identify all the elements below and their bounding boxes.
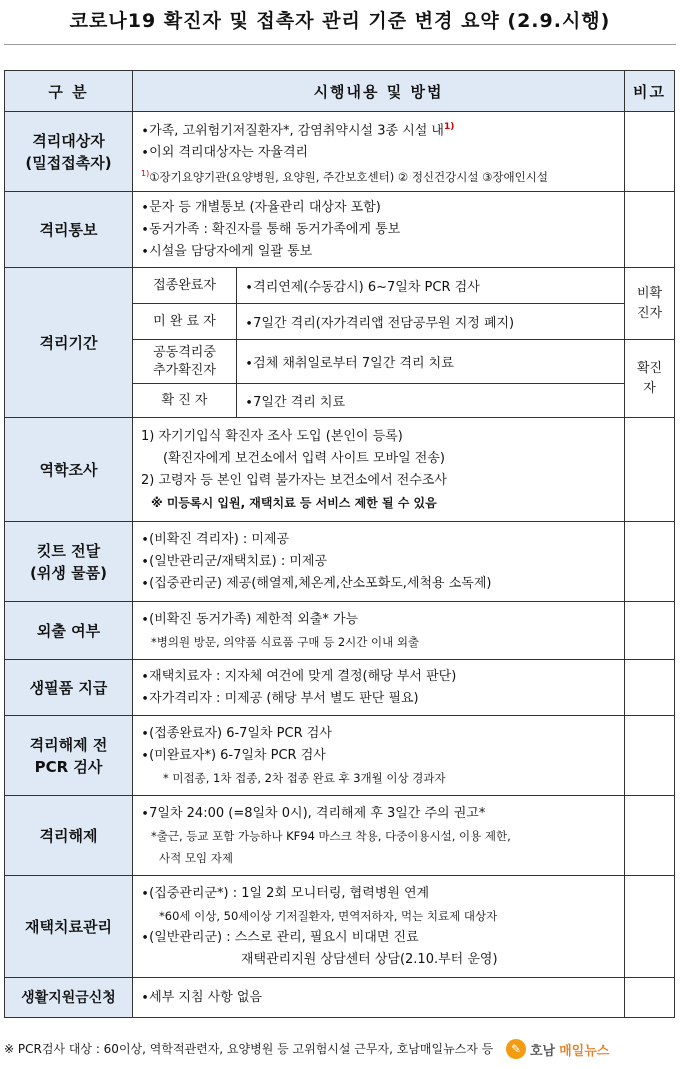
row-note	[625, 796, 675, 876]
content-line: *60세 이상, 50세이상 기저질환자, 면역저하자, 먹는 치료제 대상자	[159, 908, 498, 923]
row-label	[5, 112, 133, 192]
row-content	[133, 660, 625, 716]
content-line: ∙동거가족 : 확진자를 통해 동거가족에게 통보	[141, 221, 401, 237]
row-note	[625, 978, 675, 1018]
row-content	[133, 716, 625, 796]
footnote-line: $^{1)}$①장기요양기관(요양병원, 요양원, 주간보호센터) ② 정신건강시설 ③장애인시설	[141, 169, 548, 185]
content-line: 재택관리지원 상담센터 상담(2.10.부터 운영)	[241, 951, 498, 967]
row-living-support	[5, 978, 675, 1018]
summary-table	[4, 70, 675, 1018]
row-content	[133, 522, 625, 602]
row-label-line: 격리대상자	[32, 131, 105, 150]
subrow-value: ∙7일간 격리(자가격리앱 전담공무원 지정 폐지)	[237, 304, 625, 340]
row-note	[625, 876, 675, 978]
hn-logo-icon: ✎	[506, 1039, 526, 1059]
row-pcr-before-release	[5, 716, 675, 796]
header-row	[5, 71, 675, 112]
title-divider	[4, 44, 676, 45]
content-line: ∙이외 격리대상자는 자율격리	[141, 145, 309, 161]
content-line: ∙(집중관리군) 제공(해열제,체온계,산소포화도,세척용 소독제)	[141, 575, 492, 591]
content-line: ∙자가격리자 : 미제공 (해당 부서 별도 판단 필요)	[141, 690, 419, 706]
subrow-label-line: 추가확진자	[153, 362, 216, 378]
subrow-value: ∙7일간 격리 치료	[237, 384, 625, 418]
row-isolation-target	[5, 112, 675, 192]
row-note	[625, 268, 675, 340]
row-home-treatment	[5, 876, 675, 978]
subrow-value: ∙검체 채취일로부터 7일간 격리 치료	[237, 340, 625, 384]
row-release	[5, 796, 675, 876]
page-title: 코로나19 확진자 및 접촉자 관리 기준 변경 요약 (2.9.시행)	[69, 10, 611, 32]
note-unconfirmed: 비확진자	[636, 285, 663, 321]
footer-note: ※ PCR검사 대상 : 60이상, 역학적관련자, 요양병원 등 고위험시설 근무자, 호남매일뉴스자 등	[4, 1042, 494, 1056]
content-line: (확진자에게 보건소에서 입력 사이트 모바일 전송)	[163, 450, 445, 466]
row-content	[133, 796, 625, 876]
row-content	[133, 192, 625, 268]
content-line: ∙가족, 고위험기저질환자*, 감염취약시설 3종 시설 내$^{1)}$	[141, 122, 455, 139]
subrow-label: 접종완료자	[133, 268, 237, 304]
note-confirmed: 확진자	[636, 360, 663, 396]
subrow-label: 확 진 자	[133, 384, 237, 418]
logo-text-part2: 매일뉴스	[559, 1043, 610, 1059]
content-line: ∙세부 지침 사항 없음	[141, 989, 262, 1005]
content-line: ∙(일반관리군/재택치료) : 미제공	[141, 553, 328, 569]
row-label-line: (밀접접촉자)	[25, 153, 112, 172]
publisher-logo	[506, 1035, 676, 1063]
row-label: 격리통보	[5, 192, 133, 268]
content-line: 2) 고령자 등 본인 입력 불가자는 보건소에서 전수조사	[141, 472, 447, 488]
row-label: 생필품 지급	[5, 660, 133, 716]
subrow-label-line: 공동격리중	[153, 344, 216, 360]
row-content	[133, 978, 625, 1018]
content-line: ∙시설을 담당자에게 일괄 통보	[141, 243, 313, 259]
content-line: ∙7일차 24:00 (=8일차 0시), 격리해제 후 3일간 주의 권고*	[141, 805, 486, 821]
warning-line: ※ 미등록시 입원, 재택치료 등 서비스 제한 될 수 있음	[151, 495, 437, 510]
content-line: ∙(일반관리군) : 스스로 관리, 필요시 비대면 진료	[141, 929, 419, 945]
row-label-line: 킷트 전달	[36, 541, 101, 560]
row-content	[133, 112, 625, 192]
content-line: ∙(비확진 동거가족) 제한적 외출* 가능	[141, 611, 359, 627]
row-kit	[5, 522, 675, 602]
row-label: 역학조사	[5, 418, 133, 522]
row-content	[133, 602, 625, 660]
row-note	[625, 112, 675, 192]
content-line: ∙재택치료자 : 지자체 여건에 맞게 결정(해당 부서 판단)	[141, 668, 457, 684]
content-line: ∙(비확진 격리자) : 미제공	[141, 531, 290, 547]
row-label-line: (위생 물품)	[30, 563, 107, 582]
row-label: 격리해제	[5, 796, 133, 876]
row-label-line: 격리해제 전	[29, 735, 108, 754]
row-note	[625, 660, 675, 716]
content-line: *출근, 등교 포함 가능하나 KF94 마스크 착용, 다중이용시설, 이용 제한,	[151, 828, 511, 843]
content-line: ∙(미완료자*) 6-7일차 PCR 검사	[141, 747, 326, 763]
row-label	[5, 522, 133, 602]
row-label: 생활지원금신청	[5, 978, 133, 1018]
row-outing	[5, 602, 675, 660]
logo-text-part1: 호남	[530, 1043, 556, 1059]
row-label: 외출 여부	[5, 602, 133, 660]
row-label: 재택치료관리	[5, 876, 133, 978]
row-content	[133, 418, 625, 522]
row-note	[625, 602, 675, 660]
content-line: ∙문자 등 개별통보 (자율관리 대상자 포함)	[141, 199, 381, 215]
content-line: *병의원 방문, 의약품 식료품 구매 등 2시간 이내 외출	[151, 634, 420, 649]
row-isolation-notice	[5, 192, 675, 268]
subrow-value: ∙격리연제(수동감시) 6~7일차 PCR 검사	[237, 268, 625, 304]
row-content	[133, 876, 625, 978]
header-note: 비고	[625, 71, 675, 112]
subrow-label	[133, 340, 237, 384]
content-line: ∙(집중관리군*) : 1일 2회 모니터링, 협력병원 연계	[141, 885, 430, 901]
row-label: 격리기간	[5, 268, 133, 418]
row-note	[625, 522, 675, 602]
content-line: * 미접종, 1차 접종, 2차 접종 완료 후 3개월 이상 경과자	[163, 770, 446, 785]
row-epidemiology	[5, 418, 675, 522]
content-line: 사적 모임 자제	[159, 850, 233, 865]
row-isolation-period	[5, 268, 675, 304]
row-label-line: PCR 검사	[34, 757, 103, 776]
subrow-label: 미 완 료 자	[133, 304, 237, 340]
row-supplies	[5, 660, 675, 716]
header-content: 시행내용 및 방법	[133, 71, 625, 112]
header-category: 구 분	[5, 71, 133, 112]
row-note	[625, 418, 675, 522]
row-note	[625, 192, 675, 268]
row-label	[5, 716, 133, 796]
content-line: ∙(접종완료자) 6-7일차 PCR 검사	[141, 725, 332, 741]
content-line: 1) 자기기입식 확진자 조사 도입 (본인이 등록)	[141, 428, 403, 444]
row-note	[625, 340, 675, 418]
row-note	[625, 716, 675, 796]
